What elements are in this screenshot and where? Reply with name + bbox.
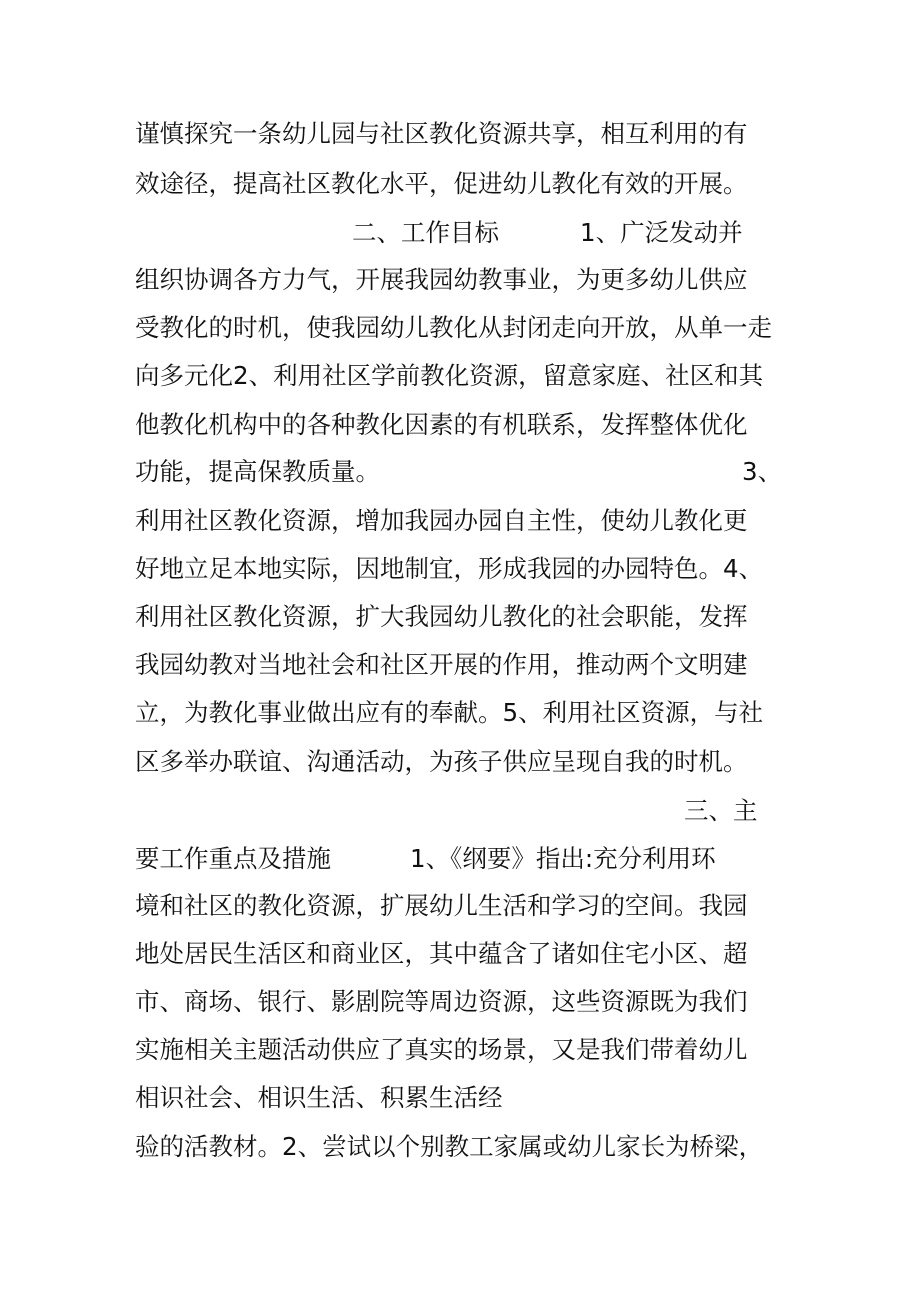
text-line: 实施相关主题活动供应了真实的场景，又是我们带着幼儿 <box>135 1035 748 1064</box>
text-line: 谨慎探究一条幼儿园与社区教化资源共享，相互利用的有 <box>135 119 748 148</box>
text-line: 利用社区教化资源，增加我园办园自主性，使幼儿教化更 <box>135 506 748 535</box>
text-line: 相识社会、相识生活、积累生活经 <box>135 1083 503 1112</box>
text-line: 要工作重点及措施 <box>135 844 331 873</box>
section-heading-goals: 二、工作目标 <box>352 218 499 247</box>
text-line: 区多举办联谊、沟通活动，为孩子供应呈现自我的时机。 <box>135 747 748 776</box>
text-line: 地处居民生活区和商业区，其中蕴含了诸如住宅小区、超 <box>135 939 748 968</box>
text-line: 组织协调各方力气，开展我园幼教事业，为更多幼儿供应 <box>135 265 748 294</box>
text-line: 立，为教化事业做出应有的奉献。5、利用社区资源，与社 <box>135 698 764 727</box>
text-line: 3、 <box>742 457 783 486</box>
text-line: 境和社区的教化资源，扩展幼儿生活和学习的空间。我园 <box>135 891 748 920</box>
text-line: 利用社区教化资源，扩大我园幼儿教化的社会职能，发挥 <box>135 602 748 631</box>
text-line: 我园幼教对当地社会和社区开展的作用，推动两个文明建 <box>135 650 748 679</box>
text-line: 验的活教材。2、尝试以个别教工家属或幼儿家长为桥梁， <box>135 1132 764 1161</box>
section-heading-main-work: 三、主 <box>684 796 758 825</box>
text-line: 1、广泛发动并 <box>580 218 743 247</box>
text-line: 市、商场、银行、影剧院等周边资源，这些资源既为我们 <box>135 987 748 1016</box>
text-line: 向多元化2、利用社区学前教化资源，留意家庭、社区和其 <box>135 361 764 390</box>
text-line: 1、《纲要》指出:充分利用环 <box>410 844 716 873</box>
text-line: 功能，提高保教质量。 <box>135 457 380 486</box>
text-line: 好地立足本地实际，因地制宜，形成我园的办园特色。4、 <box>135 554 764 583</box>
text-line: 效途径，提高社区教化水平，促进幼儿教化有效的开展。 <box>135 169 748 198</box>
text-line: 他教化机构中的各种教化因素的有机联系，发挥整体优化 <box>135 410 748 439</box>
text-line: 受教化的时机，使我园幼儿教化从封闭走向开放，从单一走 <box>135 313 772 342</box>
